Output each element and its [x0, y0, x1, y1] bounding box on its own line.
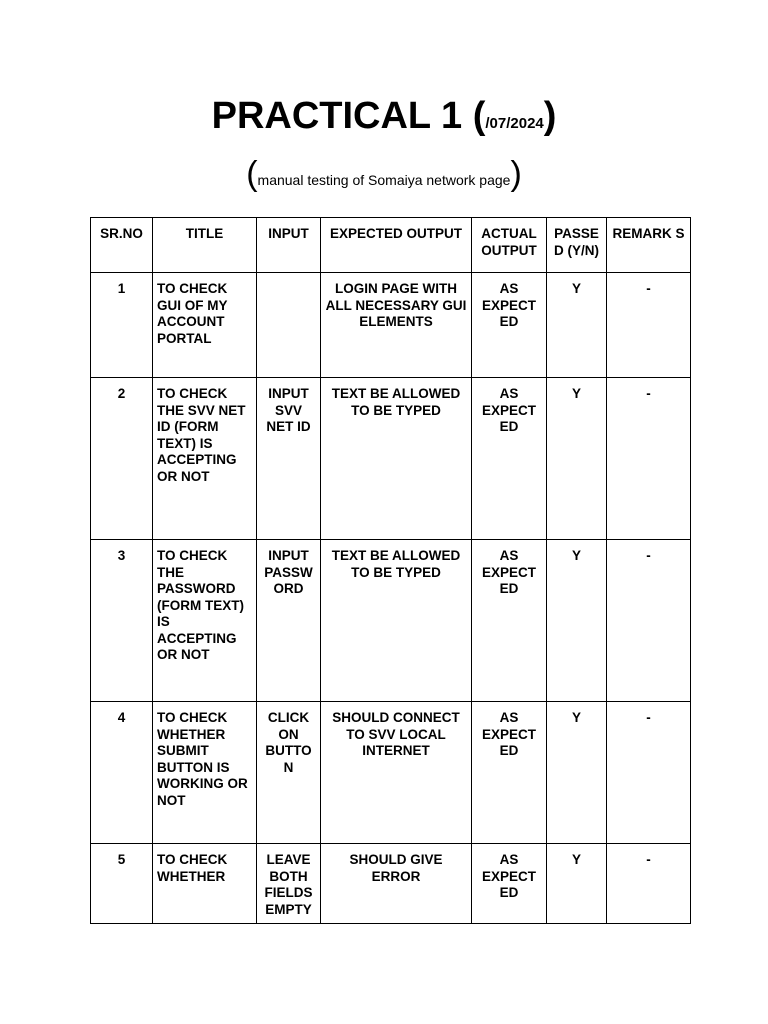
cell-expected-output: SHOULD GIVE ERROR [321, 844, 472, 924]
cell-passed: Y [547, 540, 607, 702]
subtitle-text: manual testing of Somaiya network page [257, 172, 511, 188]
cell-title: TO CHECK GUI OF MY ACCOUNT PORTAL [153, 273, 257, 378]
cell-remarks: - [607, 273, 691, 378]
cell-input [257, 273, 321, 378]
cell-expected-output: LOGIN PAGE WITH ALL NECESSARY GUI ELEMENTS [321, 273, 472, 378]
cell-srno: 1 [91, 273, 153, 378]
page-title [0, 92, 768, 148]
cell-input: INPUT SVV NET ID [257, 378, 321, 540]
cell-remarks: - [607, 540, 691, 702]
cell-srno: 5 [91, 844, 153, 924]
cell-remarks: - [607, 378, 691, 540]
table-row [91, 702, 691, 844]
header-passed: PASSE D (Y/N) [547, 218, 607, 273]
cell-remarks: - [607, 844, 691, 924]
cell-title: TO CHECK WHETHER SUBMIT BUTTON IS WORKING OR NOT [153, 702, 257, 844]
cell-srno: 2 [91, 378, 153, 540]
cell-title: TO CHECK THE SVV NET ID (FORM TEXT) IS ACCEPTING OR NOT [153, 378, 257, 540]
cell-remarks: - [607, 702, 691, 844]
header-expected-output: EXPECTED OUTPUT [321, 218, 472, 273]
cell-srno: 3 [91, 540, 153, 702]
header-remarks: REMARK S [607, 218, 691, 273]
cell-expected-output: SHOULD CONNECT TO SVV LOCAL INTERNET [321, 702, 472, 844]
cell-actual-output: AS EXPECT ED [472, 702, 547, 844]
cell-passed: Y [547, 702, 607, 844]
subtitle-open-paren: ( [246, 155, 258, 193]
title-close: ) [543, 95, 557, 137]
title-main: PRACTICAL 1 ( [211, 95, 486, 137]
header-title: TITLE [153, 218, 257, 273]
cell-passed: Y [547, 273, 607, 378]
cell-actual-output: AS EXPECT ED [472, 844, 547, 924]
cell-expected-output: TEXT BE ALLOWED TO BE TYPED [321, 540, 472, 702]
header-srno: SR.NO [91, 218, 153, 273]
cell-input: LEAVE BOTH FIELDS EMPTY [257, 844, 321, 924]
cell-srno: 4 [91, 702, 153, 844]
title-date: /07/2024 [485, 115, 544, 132]
subtitle-close-paren: ) [510, 155, 522, 193]
table-row [91, 540, 691, 702]
header-actual-output: ACTUAL OUTPUT [472, 218, 547, 273]
cell-actual-output: AS EXPECT ED [472, 540, 547, 702]
cell-actual-output: AS EXPECT ED [472, 273, 547, 378]
cell-actual-output: AS EXPECT ED [472, 378, 547, 540]
table-row [91, 273, 691, 378]
table-row [91, 844, 691, 924]
table-row [91, 378, 691, 540]
cell-input: INPUT PASSW ORD [257, 540, 321, 702]
test-case-table [90, 217, 691, 924]
cell-expected-output: TEXT BE ALLOWED TO BE TYPED [321, 378, 472, 540]
cell-title: TO CHECK THE PASSWORD (FORM TEXT) IS ACCEPTING OR NOT [153, 540, 257, 702]
page-subtitle [0, 152, 768, 203]
header-input: INPUT [257, 218, 321, 273]
cell-passed: Y [547, 378, 607, 540]
cell-title: TO CHECK WHETHER [153, 844, 257, 924]
table-header-row [91, 218, 691, 273]
cell-passed: Y [547, 844, 607, 924]
cell-input: CLICK ON BUTTO N [257, 702, 321, 844]
